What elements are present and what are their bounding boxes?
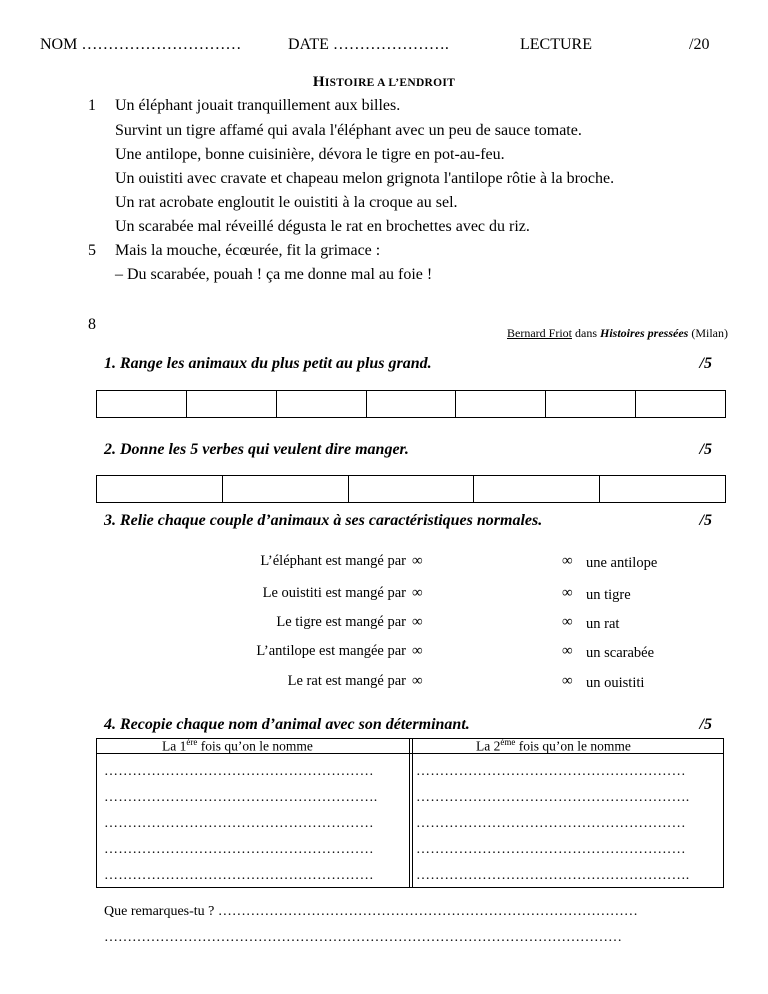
line-number: 8 [88,316,96,333]
answer-line[interactable]: ………………………………………………… [416,764,686,779]
answer-box[interactable] [97,476,223,503]
link-dot-icon[interactable]: ∞ [562,673,573,689]
answer-line[interactable]: ………………………………………………… [416,816,686,831]
question-2: 2. Donne les 5 verbes qui veulent dire manger. [104,441,409,458]
story-line: Survint un tigre affamé qui avala l'éléphant avec un peu de sauce tomate. [115,122,582,139]
story-line: Une antilope, bonne cuisinière, dévora le tigre en pot-au-feu. [115,146,505,163]
link-dot-icon[interactable]: ∞ [412,673,423,689]
story-line: – Du scarabée, pouah ! ça me donne mal au foie ! [115,266,433,283]
answer-line[interactable]: …………………………………………………. [416,790,690,805]
answer-line[interactable]: ………………………………………………… [104,816,374,831]
source-credit [507,326,728,341]
story-line: Un scarabée mal réveillé dégusta le rat en brochettes avec du riz. [115,218,530,235]
remark-line[interactable]: ………………………………………………………………………………………………… [104,930,622,945]
match-right-item: un ouistiti [586,675,645,691]
answer-box[interactable] [222,476,348,503]
match-left-item: Le rat est mangé par [287,673,406,689]
question-4: 4. Recopie chaque nom d’animal avec son déterminant. [104,716,470,733]
column-header-second: La 2ème fois qu’on le nomme [476,737,631,754]
title-rest: ISTOIRE A L’ENDROIT [324,77,456,89]
link-dot-icon[interactable]: ∞ [562,585,573,601]
answer-line[interactable]: ………………………………………………… [416,842,686,857]
credit-book: Histoires pressées [600,326,689,340]
question-2-score: /5 [699,441,712,458]
page-title [0,74,768,91]
question-3-score: /5 [699,512,712,529]
match-right-item: un rat [586,616,620,632]
link-dot-icon[interactable]: ∞ [412,553,423,569]
lecture-label: LECTURE [520,36,592,53]
answer-line[interactable]: ………………………………………………… [104,764,374,779]
answer-box[interactable] [366,391,456,418]
match-left-item: Le ouistiti est mangé par [262,585,406,601]
answer-box[interactable] [97,391,187,418]
match-left-item: L’éléphant est mangé par [260,553,406,569]
answer-line[interactable]: ………………………………………………… [104,868,374,883]
story-line: Mais la mouche, écœurée, fit la grimace : [115,242,381,259]
q4-table [96,738,724,888]
date-field: DATE …………………. [288,36,449,53]
match-left-item: Le tigre est mangé par [276,614,406,630]
line-number: 1 [88,97,96,114]
link-dot-icon[interactable]: ∞ [562,643,573,659]
answer-line[interactable]: ………………………………………………… [104,842,374,857]
answer-line[interactable]: …………………………………………………. [416,868,690,883]
match-left-item: L’antilope est mangée par [256,643,406,659]
match-right-item: un scarabée [586,645,655,661]
answer-box[interactable] [456,391,546,418]
match-right-item: une antilope [586,555,658,571]
match-right-item: un tigre [586,587,631,603]
story-line: Un ouistiti avec cravate et chapeau melon grignota l'antilope rôtie à la broche. [115,170,615,187]
answer-box[interactable] [348,476,474,503]
answer-box[interactable] [636,391,726,418]
link-dot-icon[interactable]: ∞ [412,585,423,601]
title-initial: H [312,74,325,90]
answer-box[interactable] [600,476,726,503]
column-header-first: La 1ère fois qu’on le nomme [162,737,313,754]
story-line: Un éléphant jouait tranquillement aux billes. [115,97,401,114]
total-score: /20 [689,36,710,53]
link-dot-icon[interactable]: ∞ [562,614,573,630]
question-1: 1. Range les animaux du plus petit au plus grand. [104,355,432,372]
q1-answer-row [96,390,726,418]
link-dot-icon[interactable]: ∞ [412,614,423,630]
answer-line[interactable]: …………………………………………………. [104,790,378,805]
remark-prompt[interactable]: Que remarques-tu ? ……………………………………………………………………………… [104,904,638,919]
q2-answer-row [96,475,726,503]
question-3: 3. Relie chaque couple d’animaux à ses caractéristiques normales. [104,512,543,529]
credit-dans: dans [572,326,600,340]
answer-box[interactable] [186,391,276,418]
link-dot-icon[interactable]: ∞ [412,643,423,659]
question-4-score: /5 [699,716,712,733]
table-divider [409,739,413,887]
credit-publisher: (Milan) [688,326,728,340]
line-number: 5 [88,242,96,259]
link-dot-icon[interactable]: ∞ [562,553,573,569]
credit-author: Bernard Friot [507,326,572,340]
nom-field: NOM ………………………… [40,36,242,53]
answer-box[interactable] [276,391,366,418]
answer-box[interactable] [546,391,636,418]
answer-box[interactable] [474,476,600,503]
question-1-score: /5 [699,355,712,372]
story-line: Un rat acrobate engloutit le ouistiti à la croque au sel. [115,194,458,211]
